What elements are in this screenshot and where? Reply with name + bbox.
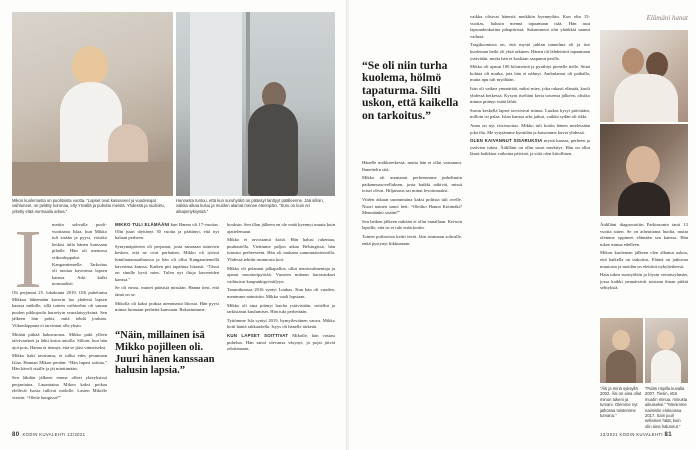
paragraph: Tragikoomista on, että mystä juhlan tunnelma oli ja itse kuoleman hetki oli yhtä arkinen. Hänen oli lähdettävä tapaamaan ystäviään, mutta hän ei koskaan saapunut perille. [470,42,590,61]
paragraph: booksin. Sen illan jälkeen en ole enää kyennyt muuta kuin ajattelemaan. [227,222,335,234]
paragraph: Syntymäpäivien oli perjantai, josta sanotaan tuttavien kesken, että ne ovat parhaiten. Mikko oli työssä lumilautamaailmassa ja hän oli ollut Kangasniemellä kaverinsa kanssa. Kaiken piti tapahtua hitaasti. “Tässä on sinulle hyvä mies. Tulen nyt iltoja kavereiden kanssa.” [115,243,219,282]
pull-quote-left: “Näin, millainen isä Mikko pojilleen oli. Juuri hänen kanssaan halusin lapsia.” [115,330,215,377]
paragraph: Mitään pitkää hakuvuorua. Mikko puki ylleen talvivaatteet ja lähti kotoa autolla. Silloin, kun hän ajoi pois, Hanna ei tiennyt, että se jäisi viimeiseksi. [12,331,107,350]
paragraph: Mikko ei arvostanut kotiä. Hän halusi rakentaa, puuhastella. Vietimme paljon aikaa Helsingissä, hän tutustui perheeseeni. Hän oli mukana sunnuntaiaterioilla. Yhdessä tehtiin asunnosta koti. [227,237,335,262]
paragraph: Mikko oli pelannut jalkapalloa, ollut tennisvalmentaja ja ajanut moottoripyörää. Vuosien mittaan harrastukset vaihtuivat kaupunkipyöräilyyn. [227,265,335,284]
page-number: 80 [12,432,20,438]
paragraph: vaikka olisivat hänestä meikkiin kyennytkin. Kun olin 15-vuotias, halusin mennä tapaamaan isää. Hän asui lapsuudenkotina pihapiirissä. Sukunimeni olin yhtäkkiä saanut vaihtaa. [470,14,590,39]
paragraph: Mikon kuoleman jälkeen olen alkanut uskoa, että kaikella on tarkoitus. Elämä on jatkuvaa muutosta ja meidän on elettävä nykyhetkessä. [600,250,688,269]
photo6-caption: “Pidän rispilla kuvalla 2007. Tiesin, että muutin minua, minusta aikuiseksi.” “Menimme naimisiin elokuussa 2017. Sain juuri sellaisen häät, kuin olin aina halunnut.” [645,386,688,429]
photo-wedding [645,318,688,383]
paragraph: kun Hanna oli 17-vuotias. Olin juuri täyttänyt 30 vuotta ja päätänyt, että nyt haluan perheen. [115,222,219,241]
photo1-caption: Mikon kuolemasta on puolitoista vuotta. “Lapset ovat kasvaneet ja vuodenajat vaihtuneet, on pelätty koronaa, elty Ysvällä ja puhuttu meistä. Yhdessä ja rauhoitu, yritetty elää normaalia arkea.” [12,198,166,214]
paragraph: Hänelle mökkiretkessä, mutta hän ei ollut vastannut. Ihmettelin sitä. [362,160,462,172]
subheading: OLEN KAIVANNUT SISARUKSIA [470,138,543,144]
photo-woman-portrait [600,124,688,216]
publication-name: KODIN KUVALEHTI 13/2021 [22,432,86,437]
folio-right [600,432,675,438]
paragraph: Tammikuussa 2016 syntyi Luukas. Kun hän oli vuoden, menimme naimisiin. Mikko vaali lapsiaan. [227,287,335,299]
paragraph: Mikolle, hän vastasi puhelun. Hän sanoi olevansa väsynyt, ja pojat jäivät odottamaan. [227,332,335,352]
article-column-6 [600,222,688,294]
paragraph: Mikko oli ajanut 100 kilometriä ja pysähtyi pienelle tielle. Siinä kohtaa oli mutka, jota hän ei nähnyt. Ambulanssi oli paikalla, mutta apu tuli myöhään. [470,64,590,83]
paragraph: Sen lähdön jälkeen emme olleet yhteyksissä perjantaina. Lauantaina Mikon kaksi poikaa elellivät Isosta tullivat mökille. Lasten Mikolle viestin: “Olette hengissä?” [12,375,107,400]
paragraph: Mikko oli asentanut perheenmme puhelimiin paikannussovelluksen, josta kaikki näkivät, missä toiset olivat. Hiljaisuus sai minut levottomaksi. [362,175,462,194]
paragraph: Hain tukea surutyöhön ja löysin vertaisryhmän, jossa kaikki ymmärsivät toisiaan ilman pitkiä selityksiä. [600,272,688,291]
drop-cap: I [14,213,42,306]
paragraph: Anna on nyt viisivuotias. Mikko tuli kotiin hänen mielessään joka ilta. Me sytytämme kynttilän ja katsomme kuvia yhdessä. [470,122,590,135]
photo5-caption: “Äiti ja minä syksyllä 2002. Äiti on aina ollut minun tukeni ja turvani. Olemme nyt jatkossa toistemme turvana.” [600,386,642,419]
subheading: KUN LAPSET SOITTIVAT [227,332,289,338]
folio-left [12,432,85,438]
photo-mother-daughter [600,318,643,383]
article-column-2 [115,222,219,316]
page-number: 81 [664,432,672,438]
section-tag: Elämäni hanat [646,14,688,22]
publication-name: 13/2021 KODIN KUVALEHTI [600,432,663,437]
article-column-3 [227,222,335,355]
photo-woman-by-window [176,12,335,196]
paragraph: Sen hetken jälkeen mikään ei ollut ennallaan. Kerroin lapsille, että isi ei tule enää kotiin. [362,218,462,231]
article-column-1 [12,222,107,403]
paragraph: Äidilläni diagnosoitiin Parkinsonin tauti 12 vuotta sitten. Se on aiheuttanut huolta, mutta olemme oppineet elämään sen kanssa. Hän tukee minua edelleen. [600,222,688,247]
subheading: MIKKO TULI ELÄMÄÄNI [115,222,170,227]
paragraph: mystä kanssa, perheen ja ystävien tukea. Äidilläni on ollut suuri merkitys. Hän on ollut läsnä kaikkina vaikeina päivinä, ja siitä olen kiitollinen. [470,138,591,157]
paragraph: Tyttömme Isla syntyi 2019, hymyileväinen vauva. Mikko hoiti häntä rakkaudella. Isyys oli hänelle tärkeää. [227,317,335,330]
paragraph: Mikolla oli kaksi poikaa aiemmasta liitosta. Hän pyysi minua luomaan perhettä kanssaan. Rakastuimme. [115,300,219,313]
paragraph: Se oli vinssi, muttei pääsisiä missään. Hanna tiesi, että tämä on se. [115,285,219,297]
pull-quote-right: “Se oli niin turha kuolema, hölmö tapaturma. Silti uskon, että kaikella on tarkoitus.” [362,59,459,122]
photo-couple-portrait [600,30,688,122]
photo2-caption: Hannasta tuntuu, että kun suruhyökö on päässyt lanttyyt päälleenne. Jää silloin, vaikka aikaa kuluu ja muiden alamat menee eteenpäin. “Suru on kuin eri aikaperiyksyssä.” [176,198,324,214]
paragraph: Surun keskellä lapset tarvitsivat minua. Luukas kysyi päivittäin, milloin isi palaa. Islan kanssa arki jatkui, vaikka sydän oli rikki. [470,107,590,120]
photo-mother-child-kitchen [12,12,173,196]
paragraph: Mikko oli aina pitänyt huolta ystävistään, soitellut ja tarkistanut kuulumiset. Hän tuki perhettään. [227,302,335,315]
paragraph: Toinen poliiseista keitti teetä. Jäin istumaan sohvalle, enkä pystynyt liikkumaan. [362,233,462,246]
paragraph: Viiden aikaan sunnuntaina kaksi poliisia tuli ovelle. Nuori nainen sanoi heti: “Olettko Hanna Kotimäki? Mennäänkö sisään?” [362,196,462,216]
paragraph: Mikko haki tavaransa, ei tullut edes pesumaan Islaa. Hannan Mikon perään: “Hän lupasi soittaa.” Hän käveli sisälle ja jäi miettimään. [12,353,107,372]
paragraph: Isän oli vaikea ymmärtää, miksi mies, joka rakasti elämää, kuoli yhdessä hetkessä. Kysyin itseltäni kerta toisensa jälkeen, olisiko minun pitänyt estää lähtö. [470,85,590,105]
article-column-5 [470,14,590,160]
paragraph: Oli perjantai 25. lokakuuta 2019. Olli puhelunsa Mikkoa lähtemään kaverin luo yhdessä lapsen kanssa mökille, sillä toinen vaihtoehto oli saman puolen pikkujoulu haraviyin seuralaisyyksinä. Sen jälkeen hän pohti, mitä tehdä jouluna. Viikonloppuna ei tarvinnut olla yksin. [12,289,107,328]
lead-paragraph: mettin sohvalla puoli-vuotiaana Islaa, kun Mikko tuli sisään ja pyysi, voisiko hetkisi tulla hänen kanssaan pihalle. Hän oli menossa viikonloppuksi Kangasniemelle. Tarkoitus oli noutaa kaverinsa lapsen kanssa. Arki kulki normaalisti. [52,222,107,287]
article-column-4 [362,160,462,249]
